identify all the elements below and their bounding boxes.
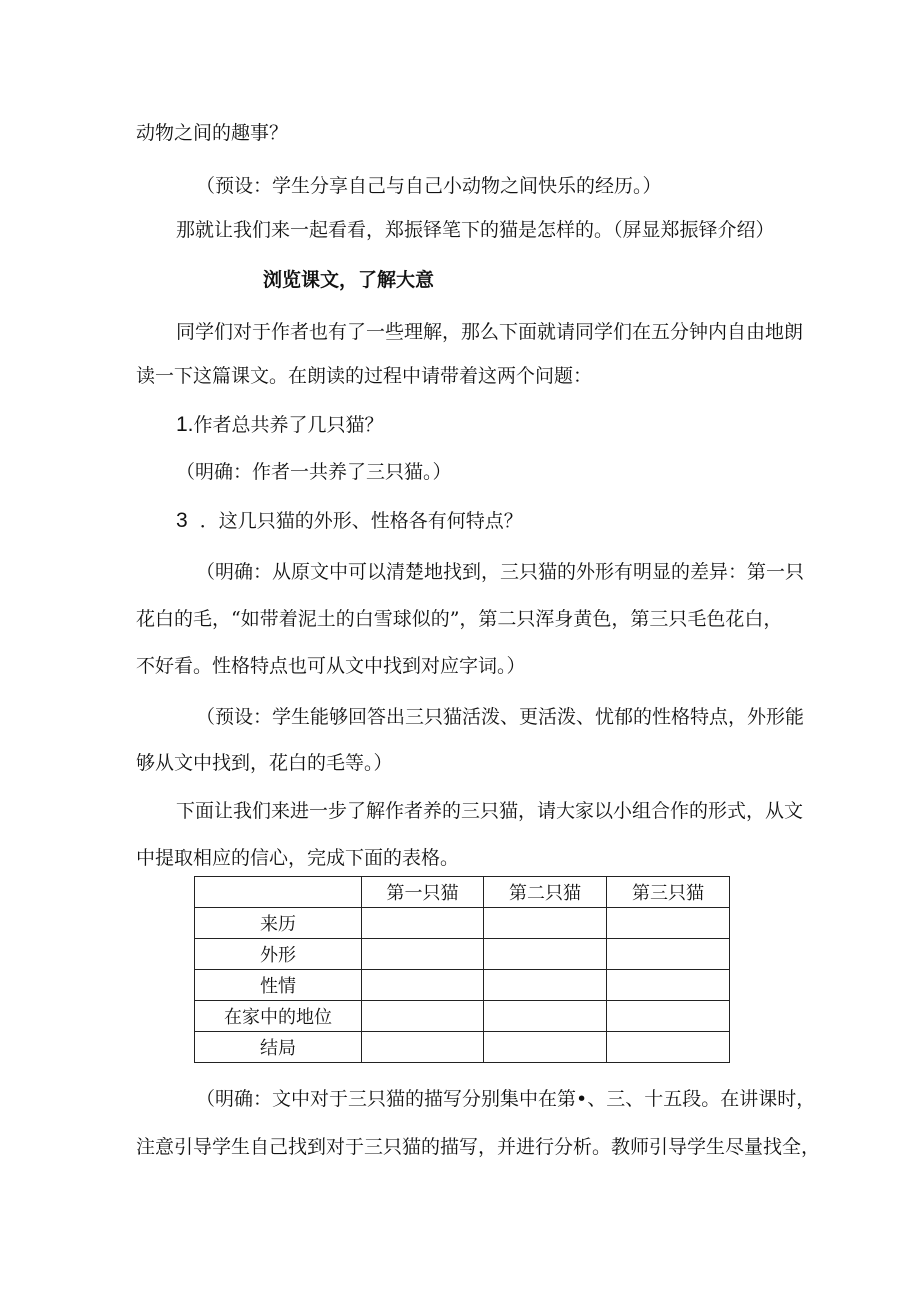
cat-comparison-table: [194, 876, 730, 1063]
table-cell: [484, 970, 607, 1001]
question-text: ．这几只猫的外形、性格各有何特点？: [199, 510, 523, 532]
answer-note: （明确：作者一共养了三只猫。）: [176, 461, 452, 483]
preset-note: 够从文中找到，花白的毛等。）: [136, 752, 393, 774]
table-cell: [362, 908, 484, 939]
row-label: 外形: [195, 939, 362, 970]
paragraph-line: 下面让我们来进一步了解作者养的三只猫，请大家以小组合作的形式，从文: [176, 800, 804, 822]
table-header-cell: 第三只猫: [607, 877, 730, 908]
table-header-cell: [195, 877, 362, 908]
table-row: [195, 908, 730, 939]
preset-note: （预设：学生分享自己与自己小动物之间快乐的经历。）: [196, 175, 662, 197]
table-cell: [362, 1032, 484, 1063]
table-cell: [362, 970, 484, 1001]
question-number: 1.: [176, 413, 194, 436]
question-text: 作者总共养了几只猫？: [193, 414, 384, 436]
answer-note: 花白的毛，“如带着泥土的白雪球似的”，第二只浑身黄色，第三只毛色花白，: [136, 608, 783, 630]
table-row: [195, 1032, 730, 1063]
answer-note: （明确：从原文中可以清楚地找到，三只猫的外形有明显的差异：第一只: [196, 561, 805, 583]
answer-note: （明确：文中对于三只猫的描写分别集中在第•、三、十五段。在讲课时，: [196, 1088, 816, 1110]
preset-note: （预设：学生能够回答出三只猫活泼、更活泼、忧郁的性格特点，外形能: [196, 706, 805, 728]
table-header-cell: 第一只猫: [362, 877, 484, 908]
table-row: [195, 939, 730, 970]
question-number: 3: [176, 509, 188, 532]
table-cell: [484, 1001, 607, 1032]
paragraph-line: 同学们对于作者也有了一些理解，那么下面就请同学们在五分钟内自由地朗: [176, 321, 804, 343]
row-label: 在家中的地位: [195, 1001, 362, 1032]
table-cell: [484, 908, 607, 939]
table-cell: [362, 939, 484, 970]
table-row: [195, 970, 730, 1001]
table-cell: [607, 939, 730, 970]
paragraph-line: 读一下这篇课文。在朗读的过程中请带着这两个问题：: [136, 365, 593, 387]
table-cell: [607, 1032, 730, 1063]
section-heading: 浏览课文，了解大意: [263, 269, 435, 291]
question-1: [176, 413, 384, 437]
row-label: 性情: [195, 970, 362, 1001]
table-header-row: [195, 877, 730, 908]
row-label: 结局: [195, 1032, 362, 1063]
answer-note: 注意引导学生自己找到对于三只猫的描写，并进行分析。教师引导学生尽量找全，: [136, 1136, 821, 1158]
paragraph-line: 动物之间的趣事？: [136, 122, 289, 144]
answer-note: 不好看。性格特点也可从文中找到对应字词。）: [136, 655, 526, 677]
paragraph-line: 中提取相应的信心，完成下面的表格。: [136, 847, 460, 869]
question-2: [176, 509, 523, 533]
table-cell: [362, 1001, 484, 1032]
table-cell: [607, 970, 730, 1001]
table-cell: [484, 939, 607, 970]
row-label: 来历: [195, 908, 362, 939]
paragraph-line: 那就让我们来一起看看，郑振铎笔下的猫是怎样的。（屏显郑振铎介绍）: [176, 219, 775, 241]
table-cell: [484, 1032, 607, 1063]
table-row: [195, 1001, 730, 1032]
table-header-cell: 第二只猫: [484, 877, 607, 908]
table-cell: [607, 908, 730, 939]
table-cell: [607, 1001, 730, 1032]
